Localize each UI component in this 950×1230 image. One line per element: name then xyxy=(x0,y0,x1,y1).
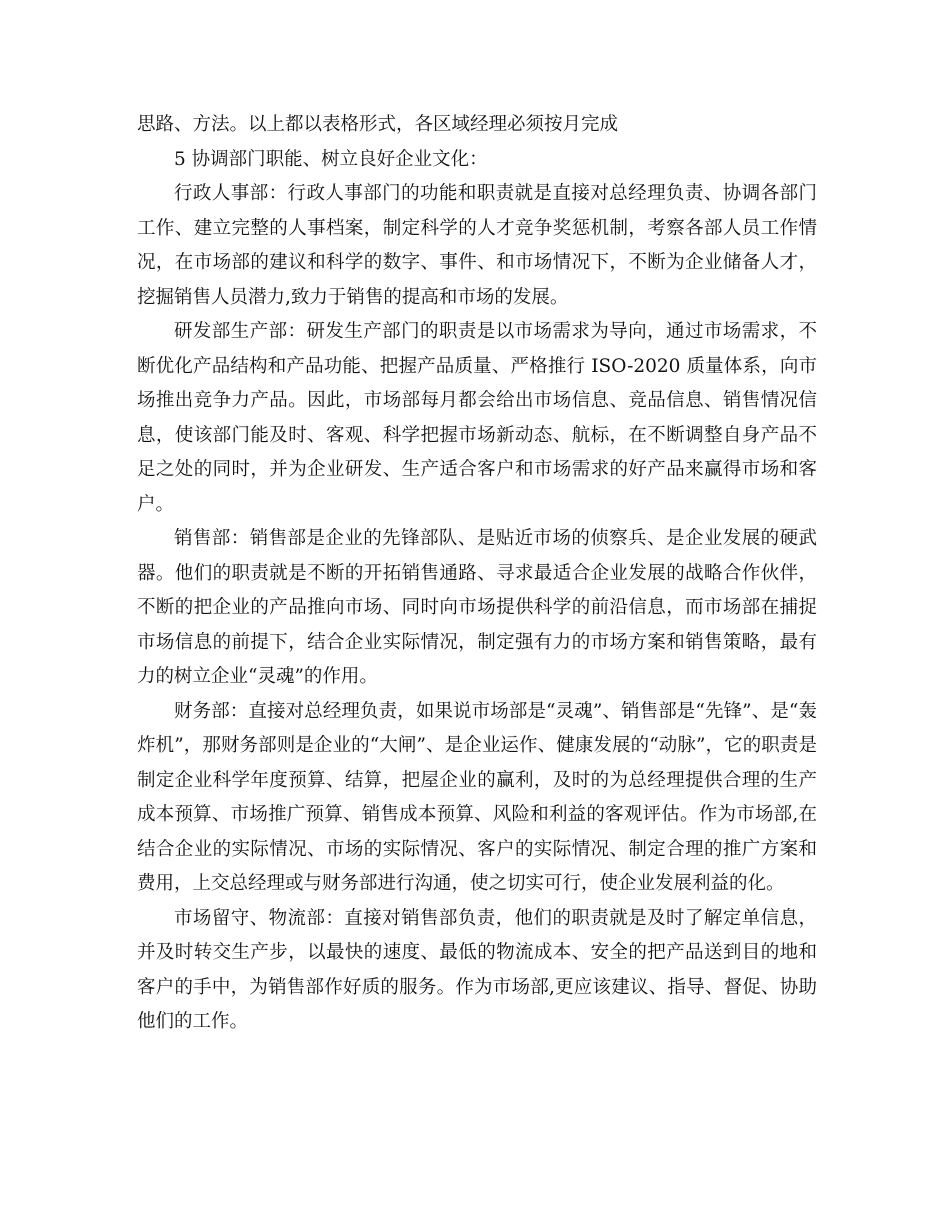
document-body xyxy=(137,108,817,1040)
paragraph-sales: 销售部：销售部是企业的先锋部队、是贴近市场的侦察兵、是企业发展的硬武器。他们的职责就是不断的开拓销售通路、寻求最适合企业发展的战略合作伙伴，不断的把企业的产品推向市场、同时向市场提供科学的前沿信息，而市场部在捕捉市场信息的前提下，结合企业实际情况，制定强有力的市场方案和销售策略，最有力的树立企业“灵魂”的作用。 xyxy=(137,528,817,687)
paragraph-section-heading: 5 协调部门职能、树立良好企业文化： xyxy=(174,148,488,170)
paragraph-continuation: 思路、方法。以上都以表格形式，各区域经理必须按月完成 xyxy=(137,114,619,135)
paragraph-finance: 财务部：直接对总经理负责，如果说市场部是“灵魂”、销售部是“先锋”、是“轰炸机”，那财务部则是企业的“大闸”、是企业运作、健康发展的“动脉”，它的职责是制定企业科学年度预算、结算，把屋企业的赢利，及时的为总经理提供合理的生产成本预算、市场推广预算、销售成本预算、风险和利益的客观评估。作为市场部,在结合企业的实际情况、市场的实际情况、客户的实际情况、制定合理的推广方案和费用，上交总经理或与财务部进行沟通，使之切实可行，使企业发展利益的化。 xyxy=(137,700,817,894)
paragraph-logistics: 市场留守、物流部：直接对销售部负责，他们的职责就是及时了解定单信息，并及时转交生产步，以最快的速度、最低的物流成本、安全的把产品送到目的地和客户的手中，为销售部作好质的服务。作为市场部,更应该建议、指导、督促、协助他们的工作。 xyxy=(137,907,817,1032)
paragraph-admin-hr: 行政人事部：行政人事部门的功能和职责就是直接对总经理负责、协调各部门工作、建立完整的人事档案，制定科学的人才竞争奖惩机制，考察各部人员工作情况，在市场部的建议和科学的数字、事件、和市场情况下，不断为企业储备人才，挖掘销售人员潜力,致力于销售的提高和市场的发展。 xyxy=(137,183,817,308)
paragraph-rnd-production: 研发部生产部：研发生产部门的职责是以市场需求为导向，通过市场需求，不断优化产品结构和产品功能、把握产品质量、严格推行 ISO-2020 质量体系，向市场推出竞争力产品。因此，市场部每月都会给出市场信息、竞品信息、销售情况信息，使该部门能及时、客观、科学把握市场新动态、航标，在不断调整自身产品不足之处的同时，并为企业研发、生产适合客户和市场需求的好产品来赢得市场和客户。 xyxy=(137,321,817,515)
